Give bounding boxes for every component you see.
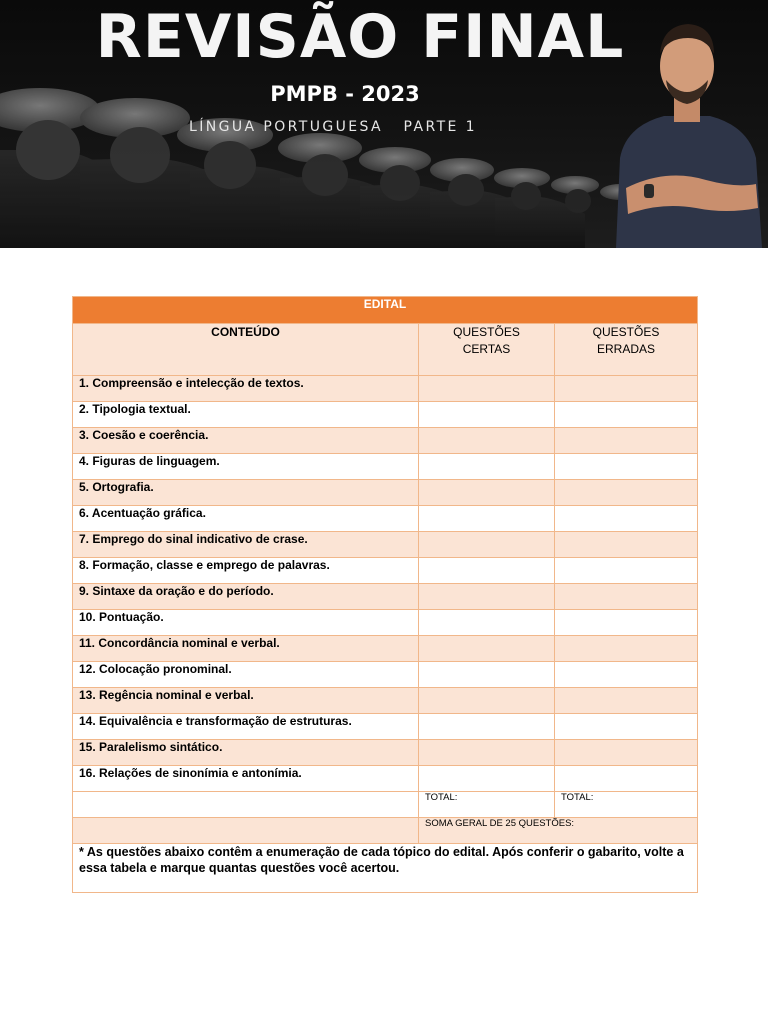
wrong-count-cell[interactable] xyxy=(555,454,698,480)
content-column-header: CONTEÚDO xyxy=(73,324,419,376)
correct-header-line2: CERTAS xyxy=(462,342,511,356)
topic-label: 6. Acentuação gráfica. xyxy=(73,506,419,532)
table-row xyxy=(73,584,698,610)
total-correct-cell[interactable]: TOTAL: xyxy=(419,792,555,818)
grand-total-cell[interactable]: SOMA GERAL DE 25 QUESTÕES: xyxy=(419,818,698,844)
wrong-column-header xyxy=(555,324,698,376)
correct-count-cell[interactable] xyxy=(419,402,555,428)
header-banner xyxy=(0,0,768,248)
wrong-count-cell[interactable] xyxy=(555,610,698,636)
wrong-count-cell[interactable] xyxy=(555,376,698,402)
wrong-count-cell[interactable] xyxy=(555,532,698,558)
topic-label: 7. Emprego do sinal indicativo de crase. xyxy=(73,532,419,558)
table-row xyxy=(73,532,698,558)
topic-label: 16. Relações de sinonímia e antonímia. xyxy=(73,766,419,792)
table-row xyxy=(73,428,698,454)
topic-label: 12. Colocação pronominal. xyxy=(73,662,419,688)
banner-subject: LÍNGUA PORTUGUESA PARTE 1 xyxy=(189,119,477,135)
table-row xyxy=(73,636,698,662)
table-header-row xyxy=(73,297,698,324)
correct-count-cell[interactable] xyxy=(419,506,555,532)
wrong-header-line2: ERRADAS xyxy=(596,342,655,356)
topic-label: 9. Sintaxe da oração e do período. xyxy=(73,584,419,610)
correct-count-cell[interactable] xyxy=(419,740,555,766)
topics-body xyxy=(73,376,698,792)
wrong-count-cell[interactable] xyxy=(555,428,698,454)
topic-label: 15. Paralelismo sintático. xyxy=(73,740,419,766)
correct-count-cell[interactable] xyxy=(419,558,555,584)
wrong-count-cell[interactable] xyxy=(555,558,698,584)
table-row xyxy=(73,454,698,480)
table-row xyxy=(73,376,698,402)
table-row xyxy=(73,558,698,584)
note-row xyxy=(73,844,698,893)
correct-count-cell[interactable] xyxy=(419,454,555,480)
topic-label: 11. Concordância nominal e verbal. xyxy=(73,636,419,662)
wrong-count-cell[interactable] xyxy=(555,402,698,428)
correct-count-cell[interactable] xyxy=(419,480,555,506)
table-row xyxy=(73,688,698,714)
correct-count-cell[interactable] xyxy=(419,376,555,402)
presenter-photo xyxy=(606,8,768,248)
wrong-count-cell[interactable] xyxy=(555,506,698,532)
topic-label: 3. Coesão e coerência. xyxy=(73,428,419,454)
grand-total-blank-cell xyxy=(73,818,419,844)
totals-blank-cell xyxy=(73,792,419,818)
correct-count-cell[interactable] xyxy=(419,610,555,636)
correct-count-cell[interactable] xyxy=(419,532,555,558)
correct-column-header xyxy=(419,324,555,376)
edital-header: EDITAL xyxy=(73,297,698,324)
edital-table xyxy=(72,296,698,893)
correct-count-cell[interactable] xyxy=(419,688,555,714)
wrong-count-cell[interactable] xyxy=(555,688,698,714)
wrong-count-cell[interactable] xyxy=(555,636,698,662)
wrong-count-cell[interactable] xyxy=(555,714,698,740)
correct-count-cell[interactable] xyxy=(419,428,555,454)
topic-label: 13. Regência nominal e verbal. xyxy=(73,688,419,714)
table-row xyxy=(73,610,698,636)
topic-label: 2. Tipologia textual. xyxy=(73,402,419,428)
banner-subtitle: PMPB - 2023 xyxy=(270,82,420,106)
topic-label: 5. Ortografia. xyxy=(73,480,419,506)
column-headers-row xyxy=(73,324,698,376)
topic-label: 4. Figuras de linguagem. xyxy=(73,454,419,480)
instruction-note: * As questões abaixo contêm a enumeração de cada tópico do edital. Após conferir o gabarito, volte a essa tabela e marque quantas questões você acertou. xyxy=(73,844,698,893)
topic-label: 14. Equivalência e transformação de estruturas. xyxy=(73,714,419,740)
correct-count-cell[interactable] xyxy=(419,766,555,792)
correct-count-cell[interactable] xyxy=(419,662,555,688)
topic-label: 10. Pontuação. xyxy=(73,610,419,636)
wrong-header-line1: QUESTÕES xyxy=(592,325,660,339)
correct-count-cell[interactable] xyxy=(419,714,555,740)
table-row xyxy=(73,480,698,506)
banner-title: REVISÃO FINAL xyxy=(95,2,625,72)
wrong-count-cell[interactable] xyxy=(555,480,698,506)
correct-header-line1: QUESTÕES xyxy=(453,325,520,339)
correct-count-cell[interactable] xyxy=(419,636,555,662)
table-row xyxy=(73,714,698,740)
correct-count-cell[interactable] xyxy=(419,584,555,610)
wrong-count-cell[interactable] xyxy=(555,662,698,688)
wrong-count-cell[interactable] xyxy=(555,584,698,610)
table-row xyxy=(73,402,698,428)
grand-total-row xyxy=(73,818,698,844)
table-row xyxy=(73,766,698,792)
total-wrong-cell[interactable]: TOTAL: xyxy=(555,792,698,818)
table-row xyxy=(73,506,698,532)
table-row xyxy=(73,740,698,766)
topic-label: 1. Compreensão e intelecção de textos. xyxy=(73,376,419,402)
topic-label: 8. Formação, classe e emprego de palavras. xyxy=(73,558,419,584)
wrong-count-cell[interactable] xyxy=(555,740,698,766)
wrong-count-cell[interactable] xyxy=(555,766,698,792)
table-row xyxy=(73,662,698,688)
totals-row xyxy=(73,792,698,818)
